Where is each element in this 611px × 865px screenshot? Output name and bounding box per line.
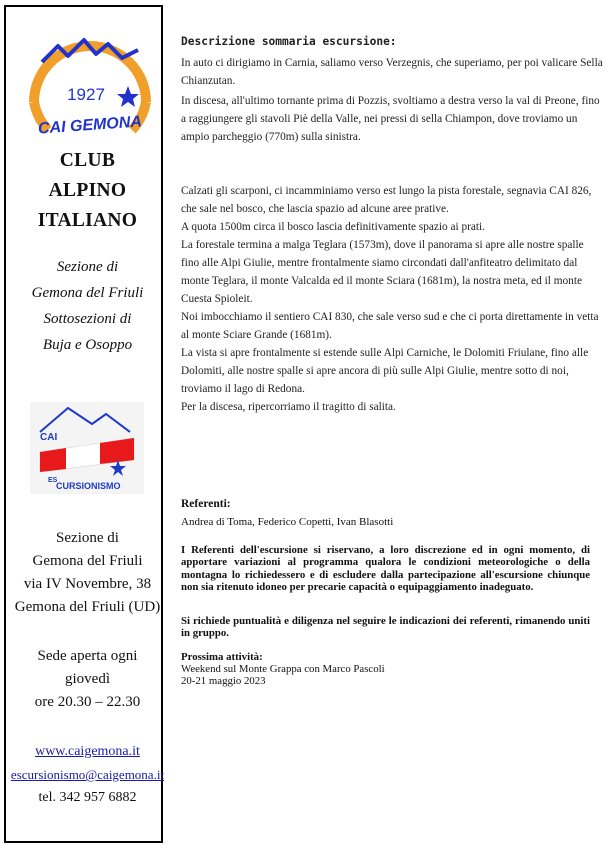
address-line-2: Gemona del Friuli xyxy=(32,553,143,569)
section-line-2: Gemona del Friuli xyxy=(31,285,144,301)
club-line-1: CLUB xyxy=(59,150,116,171)
section-line-1: Sezione di xyxy=(56,259,119,275)
escursionismo-logo xyxy=(30,402,144,494)
paragraph-5: La forestale termina a malga Teglara (1573m), dove il panorama si apre alle nostre spalle fino alle Alpi Giulie, mentre frontalmente siamo circondati dall'anfiteatro delimitato dal monte Teglara, il monte Valcalda ed il monte Sciara (1681m), la nostra meta, ed il monte Cuesta Spioleit. xyxy=(181,239,584,305)
phone-number: tel. 342 957 6882 xyxy=(38,790,137,805)
esc-label-text: CURSIONISMO xyxy=(56,481,121,491)
hours-line-3: ore 20.30 – 22.30 xyxy=(34,694,141,710)
address-line-3: via IV Novembre, 38 xyxy=(23,576,152,592)
website-link-wrap xyxy=(0,740,175,763)
referenti-title: Referenti: xyxy=(181,498,231,510)
paragraph-3: Calzati gli scarponi, ci incamminiamo verso est lungo la pista forestale, segnavia CAI 826, che sale nel bosco, che lascia spazio ad alcune aree prative. xyxy=(181,185,592,215)
logo-year: 1927 xyxy=(67,85,105,104)
club-line-2: ALPINO xyxy=(48,180,127,201)
esc-letters-text: ES xyxy=(48,477,58,484)
hours-line-1: Sede aperta ogni xyxy=(37,648,138,664)
club-line-3: ITALIANO xyxy=(37,210,138,231)
cai-star-icon xyxy=(117,86,139,107)
next-activity-date: 20-21 maggio 2023 xyxy=(181,675,266,687)
referenti-names: Andrea di Toma, Federico Copetti, Ivan Blasotti xyxy=(181,516,394,528)
logo-name: CAI GEMONA xyxy=(37,113,143,138)
puntualita-text: Si richiede puntualità e diligenza nel seguire le indicazioni dei referenti, rimanendo uniti in gruppo. xyxy=(181,615,590,640)
next-activity-event: Weekend sul Monte Grappa con Marco Pascoli xyxy=(181,663,385,675)
website-link[interactable]: www.caigemona.it xyxy=(35,744,140,759)
email-link-wrap xyxy=(0,763,175,786)
paragraph-8: Per la discesa, ripercorriamo il tragitto di salita. xyxy=(181,401,396,413)
paragraph-4: A quota 1500m circa il bosco lascia definitivamente spazio ai prati. xyxy=(181,221,485,233)
cai-gemona-logo xyxy=(24,14,156,146)
paragraph-2: In discesa, all'ultimo tornante prima di Pozzis, svoltiamo a destra verso la val di Preone, fino a raggiungere gli stavoli Piè della Valle, nei pressi di sella Chiampon, dove troviamo un ampio parcheggio (770m) sulla sinistra. xyxy=(181,95,600,143)
email-link[interactable]: escursionismo@caigemona.it xyxy=(10,767,165,782)
address-line-4: Gemona del Friuli (UD) xyxy=(14,599,161,615)
address-line-1: Sezione di xyxy=(56,530,119,546)
section-line-4: Buja e Osoppo xyxy=(42,337,133,353)
paragraph-6: Noi imbocchiamo il sentiero CAI 830, che sale verso sud e che ci porta direttamente in vetta al monte Sciare Grande (1681m). xyxy=(181,311,599,341)
next-activity-title: Prossima attività: xyxy=(181,651,263,663)
section-line-3: Sottosezioni di xyxy=(43,311,132,327)
disclaimer-text: I Referenti dell'escursione si riservano, a loro discrezione ed in ogni momento, di apportare variazioni al programma qualora le condizioni meteorologiche o della montagna lo richiedessero e di escludere dalla partecipazione all'escursione chiunque non sia ritenuto idoneo per precarie capacità o equipaggiamento inadeguato. xyxy=(181,544,590,594)
paragraph-7: La vista si apre frontalmente si estende sulle Alpi Carniche, le Dolomiti Friulane, fino alle Dolomiti, alle nostre spalle si apre ancora di più sulle Alpi Giulie, mentre sotto di noi, troviamo il lago di Redona. xyxy=(181,347,589,395)
hours-line-2: giovedì xyxy=(65,671,110,687)
description-heading: Descrizione sommaria escursione: xyxy=(181,35,397,48)
paragraph-1: In auto ci dirigiamo in Carnia, saliamo verso Verzegnis, che superiamo, per poi valicare Sella Chianzutan. xyxy=(181,57,603,87)
esc-cai-text: CAI xyxy=(40,432,58,443)
